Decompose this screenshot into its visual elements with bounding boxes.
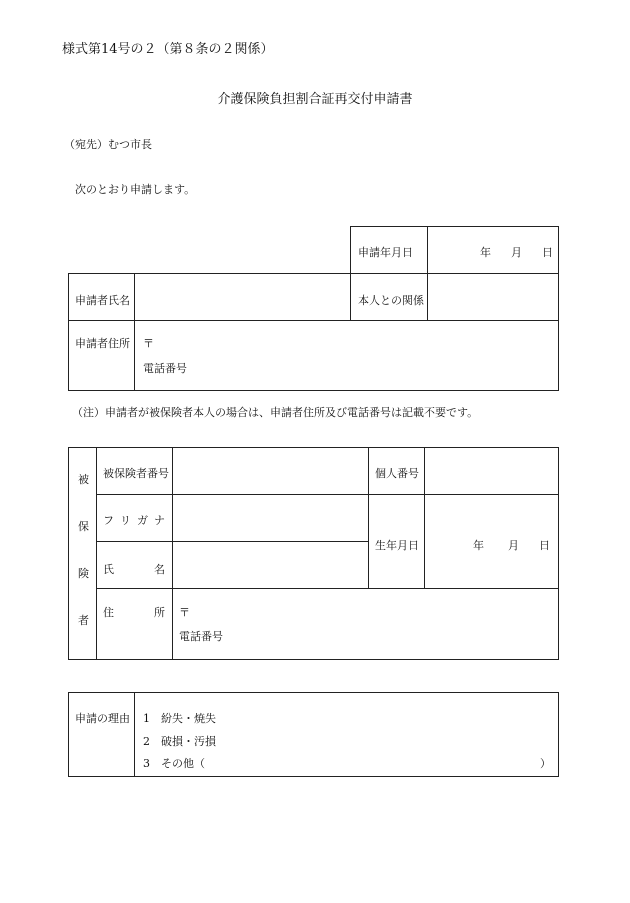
birth-label-cell	[368, 494, 425, 589]
reason-label: 申請の理由	[75, 712, 130, 725]
birth-month-label: 月	[508, 539, 519, 552]
relation-label: 本人との関係	[358, 294, 424, 307]
furigana-char: ガ	[137, 514, 148, 527]
furigana-char: リ	[120, 514, 131, 527]
side-char: 保	[78, 520, 89, 533]
applicant-address-field[interactable]	[134, 320, 559, 391]
note: （注）申請者が被保険者本人の場合は、申請者住所及び電話番号は記載不要です。	[72, 406, 479, 419]
address-char: 所	[154, 606, 165, 619]
phone-label: 電話番号	[143, 362, 187, 375]
furigana-char: フ	[103, 514, 114, 527]
phone-label: 電話番号	[179, 630, 223, 643]
personal-number-label-cell	[368, 447, 425, 495]
birth-day-label: 日	[539, 539, 550, 552]
name-label-cell	[68, 273, 135, 321]
relation-label-cell	[350, 273, 428, 321]
reason-label-cell	[68, 692, 135, 777]
page-title: 介護保険負担割合証再交付申請書	[217, 92, 413, 107]
personal-number-label: 個人番号	[375, 467, 419, 480]
furigana-char: ナ	[154, 514, 165, 527]
birth-year-label: 年	[473, 539, 484, 552]
birth-label: 生年月日	[375, 539, 419, 552]
reason-option-other[interactable]: 3 その他（	[143, 757, 205, 770]
insured-address-field[interactable]	[172, 588, 559, 660]
insured-number-label: 被保険者番号	[103, 467, 169, 480]
personal-number-field[interactable]	[424, 447, 559, 495]
date-label: 申請年月日	[358, 246, 413, 259]
side-char: 者	[78, 614, 89, 627]
insured-address-label-cell	[96, 588, 173, 660]
reason-options	[134, 692, 559, 777]
intro-text: 次のとおり申請します。	[75, 183, 196, 196]
postal-mark: 〒	[179, 606, 190, 619]
address-char: 住	[103, 606, 114, 619]
side-char: 被	[78, 473, 89, 486]
addressee: （宛先）むつ市長	[64, 138, 152, 151]
reason-option-lost[interactable]: 1 紛失・焼失	[143, 712, 216, 725]
side-char: 険	[78, 567, 89, 580]
insured-side-header	[68, 447, 97, 660]
date-month-label: 月	[511, 246, 522, 259]
birth-date-field[interactable]	[424, 494, 559, 589]
applicant-name-label: 申請者氏名	[75, 294, 130, 307]
relation-field[interactable]	[427, 273, 559, 321]
name-char: 氏	[103, 563, 114, 576]
postal-mark: 〒	[143, 337, 154, 350]
reason-option-damaged[interactable]: 2 破損・汚損	[143, 735, 216, 748]
applicant-name-field[interactable]	[134, 273, 351, 321]
insured-number-label-cell	[96, 447, 173, 495]
address-label-cell	[68, 320, 135, 391]
insured-number-field[interactable]	[172, 447, 369, 495]
date-label-cell	[350, 226, 428, 274]
furigana-field[interactable]	[172, 494, 369, 542]
date-year-label: 年	[480, 246, 491, 259]
insured-name-field[interactable]	[172, 541, 369, 589]
date-day-label: 日	[542, 246, 553, 259]
reason-other-close-paren: ）	[540, 757, 551, 770]
insured-name-label-cell	[96, 541, 173, 589]
application-date-field[interactable]	[427, 226, 559, 274]
form-number: 様式第14号の２（第８条の２関係）	[62, 42, 274, 57]
furigana-label-cell	[96, 494, 173, 542]
name-char: 名	[154, 563, 165, 576]
applicant-address-label: 申請者住所	[75, 337, 130, 350]
